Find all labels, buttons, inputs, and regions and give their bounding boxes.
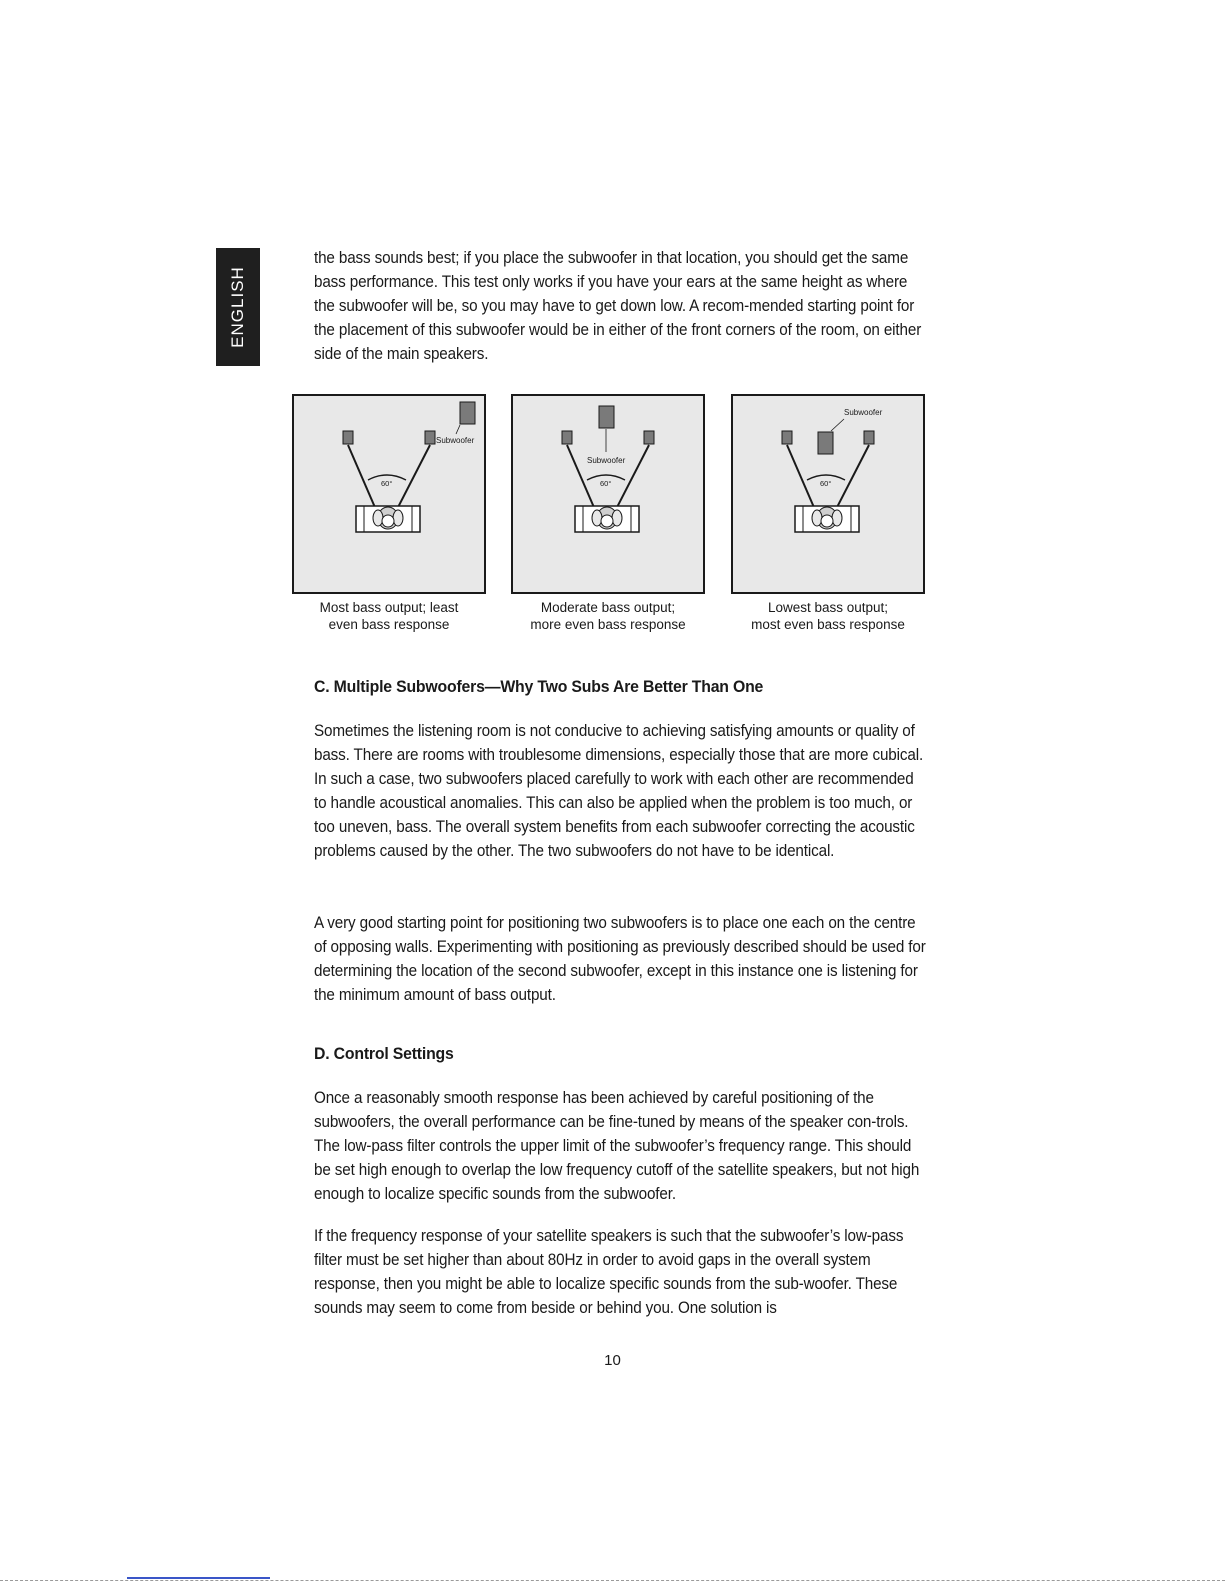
placement-diagram-front-wall xyxy=(511,394,705,594)
subwoofer-box xyxy=(599,406,614,428)
angle-label: 60° xyxy=(381,479,393,488)
section-c-paragraph-2: A very good starting point for positioning two subwoofers is to place one each on the centre of opposing walls. Experimenting with positioning as previously described should be used for determining the location of the second subwoofer, except in this instance one is listening for the minimum amount of bass output. xyxy=(314,914,926,1004)
caption-line: even bass response xyxy=(328,617,450,632)
angle-label: 60° xyxy=(820,479,832,488)
section-c-heading: C. Multiple Subwoofers—Why Two Subs Are Better Than One xyxy=(314,677,764,696)
subwoofer-box xyxy=(460,402,475,424)
angle-label: 60° xyxy=(600,479,612,488)
caption-figure-1 xyxy=(292,599,486,633)
language-tab xyxy=(216,248,260,366)
right-speaker xyxy=(425,431,435,444)
left-speaker xyxy=(562,431,572,444)
caption-figure-2 xyxy=(511,599,705,633)
section-c-paragraph-1: Sometimes the listening room is not conducive to achieving satisfying amounts or quality of bass. There are rooms with troublesome dimensions, especially those that are more cubical. In such a case, two subwoofers placed carefully to work with each other are recommended to handle acoustical anomalies. This can also be applied when the problem is too much, or too uneven, bass. The overall system benefits from each subwoofer correcting the acoustic problems caused by the other. The two subwoofers do not have to be identical. xyxy=(314,722,924,860)
caption-line: most even bass response xyxy=(751,617,905,632)
intro-paragraph: the bass sounds best; if you place the subwoofer in that location, you should get the same bass performance. This test only works if you have your ears at the same height as where the subwoofer will be, so you may have to get down low. A recom-mended starting point for the placement of this subwoofer would be in either of the front corners of the room, on either side of the main speakers. xyxy=(314,249,922,363)
caption-figure-3 xyxy=(731,599,925,633)
right-speaker xyxy=(644,431,654,444)
caption-line: more even bass response xyxy=(530,617,686,632)
subwoofer-box xyxy=(818,432,833,454)
caption-line: Most bass output; least xyxy=(319,600,459,615)
subwoofer-label: Subwoofer xyxy=(436,436,475,445)
left-speaker xyxy=(782,431,792,444)
page-number: 10 xyxy=(604,1352,621,1369)
footer-divider xyxy=(0,1580,1225,1581)
subwoofer-label: Subwoofer xyxy=(587,456,626,465)
language-tab-label: ENGLISH xyxy=(228,266,247,348)
caption-line: Moderate bass output; xyxy=(540,600,676,615)
caption-line: Lowest bass output; xyxy=(767,600,889,615)
section-d-paragraph-2: If the frequency response of your satellite speakers is such that the subwoofer’s low-pass filter must be set higher than about 80Hz in order to avoid gaps in the overall system response, then you might be able to localize specific sounds from the sub-woofer. These sounds may seem to come from beside or behind you. One solution is xyxy=(314,1227,904,1317)
section-d-heading: D. Control Settings xyxy=(314,1044,454,1063)
placement-diagram-between-speakers xyxy=(731,394,925,594)
subwoofer-label: Subwoofer xyxy=(844,408,883,417)
footer-link-underline xyxy=(127,1577,270,1579)
left-speaker xyxy=(343,431,353,444)
right-speaker xyxy=(864,431,874,444)
placement-diagram-corner xyxy=(292,394,486,594)
section-d-paragraph-1: Once a reasonably smooth response has been achieved by careful positioning of the subwoofers, the overall performance can be fine-tuned by means of the speaker con-trols. The low-pass filter controls the upper limit of the subwoofer’s frequency range. This should be set high enough to overlap the low frequency cutoff of the satellite speakers, but not high enough to localize specific sounds from the subwoofer. xyxy=(314,1089,920,1203)
